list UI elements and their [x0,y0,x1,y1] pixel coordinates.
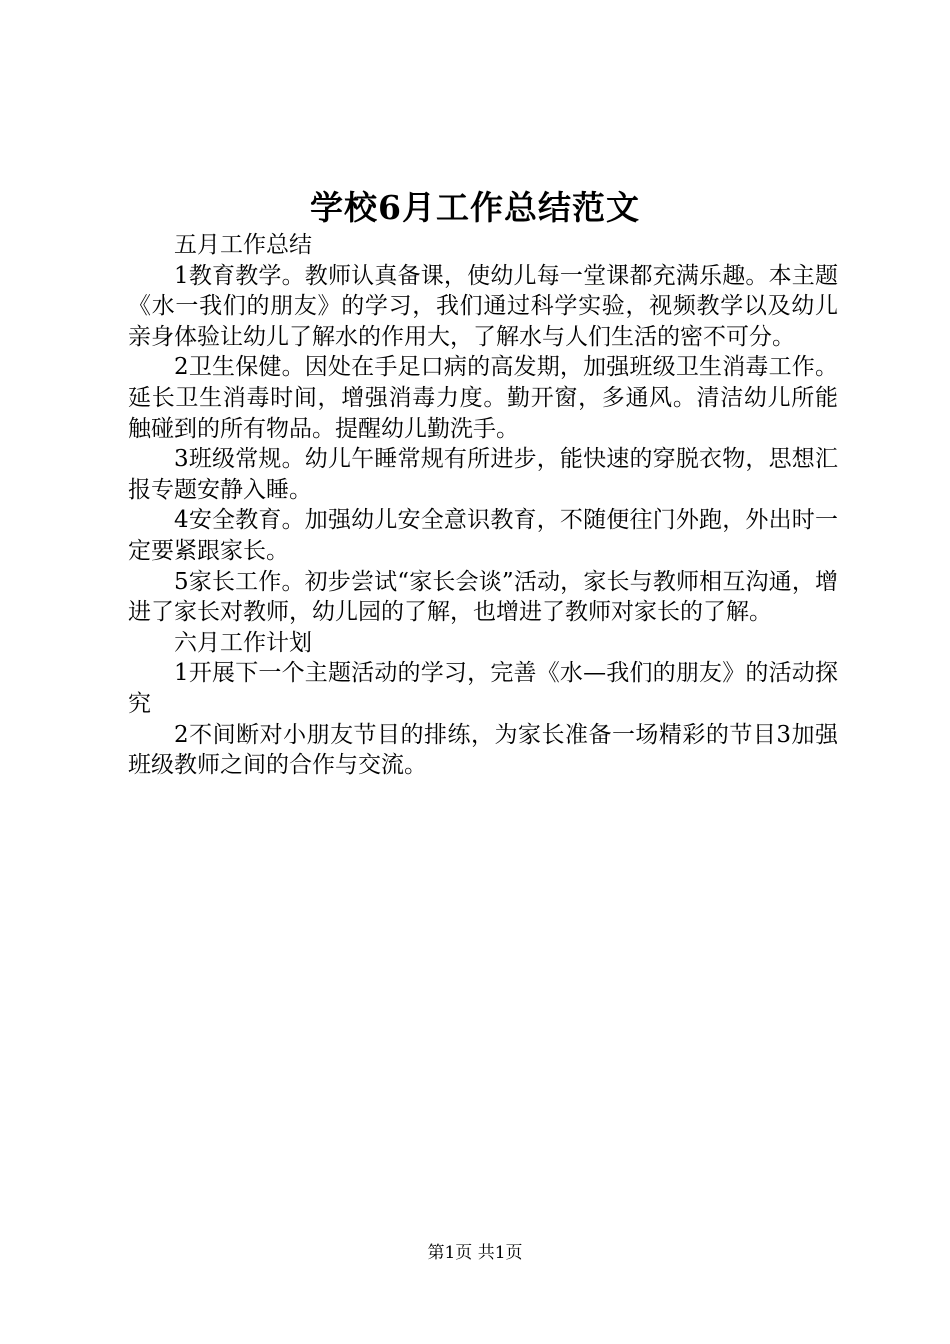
paragraph-safety: 4安全教育。加强幼儿安全意识教育，不随便往门外跑，外出时一定要紧跟家长。 [128,507,838,564]
paragraph-teaching: 1教育教学。教师认真备课，使幼儿每一堂课都充满乐趣。本主题《水一我们的朋友》的学习，我们通过科学实验，视频教学以及幼儿亲身体验让幼儿了解水的作用大，了解水与人们生活的密不可分。 [128,262,838,350]
page-number-footer: 第1页 共1页 [427,1243,523,1263]
section-heading-may-summary: 五月工作总结 [174,232,312,258]
document-body [128,230,838,781]
paragraph-parents: 5家长工作。初步尝试“家长会谈”活动，家长与教师相互沟通，增进了家长对教师，幼儿园的了解，也增进了教师对家长的了解。 [128,568,838,626]
paragraph-class-routine: 3班级常规。幼儿午睡常规有所进步，能快速的穿脱衣物，思想汇报专题安静入睡。 [128,446,838,503]
paragraph-health: 2卫生保健。因处在手足口病的高发期，加强班级卫生消毒工作。延长卫生消毒时间，增强消毒力度。勤开窗，多通风。清洁幼儿所能触碰到的所有物品。提醒幼儿勤洗手。 [128,354,838,442]
document-title: 学校6月工作总结范文 [310,188,640,227]
paragraph-plan-rehearsal: 2不间断对小朋友节目的排练，为家长准备一场精彩的节目3加强班级教师之间的合作与交流。 [128,721,838,779]
section-heading-june-plan: 六月工作计划 [174,629,312,656]
paragraph-plan-theme: 1开展下一个主题活动的学习，完善《水—我们的朋友》的活动探究 [128,660,838,717]
